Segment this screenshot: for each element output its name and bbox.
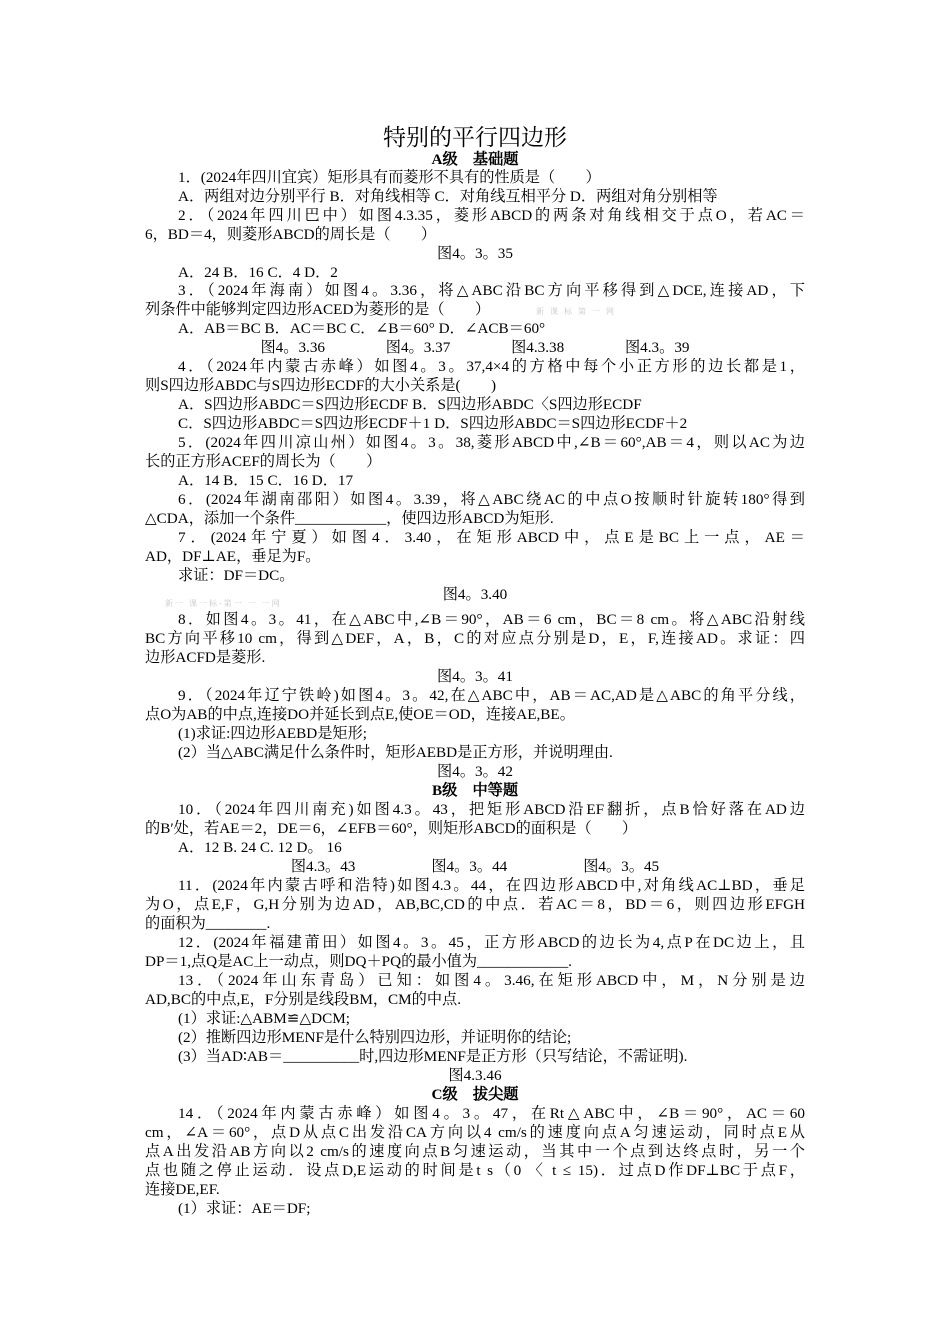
figure-caption: 图4。3。35 (437, 245, 513, 262)
figure-caption: 图4。3。42 (437, 763, 513, 780)
figure-caption: 图4.3。43 图4。3。44 图4。3。45 (290, 858, 660, 875)
text-line: (2）推断四边形MENF是什么特别四边形，并证明你的结论; (178, 1029, 572, 1046)
text-line: 3．（2024年海南）如图4。3.36，将△ABC沿BC方向平移得到△DCE,连接AD，下 (178, 282, 805, 299)
text-line: cm，∠A＝60°，点D从点C出发沿CA方向以4 cm/s的速度向点A匀速运动，同时点E从 (145, 1124, 805, 1141)
text-line: 11．(2024年内蒙古呼和浩特)如图4.3。44，在四边形ABCD中,对角线AC⊥BD，垂足 (178, 877, 805, 894)
text-line: 则S四边形ABDC与S四边形ECDF的大小关系是( ) (145, 377, 497, 394)
text-line: A．14 B．15 C．16 D．17 (178, 472, 354, 489)
text-line: 14．（2024年内蒙古赤峰）如图4。3。47，在Rt△ABC中，∠B＝90°，AC＝60 (178, 1105, 805, 1122)
text-line: 12．(2024年福建莆田）如图4。3。45，正方形ABCD的边长为4,点P在DC边上，且 (178, 934, 805, 951)
text-line: AD，DF⊥AE，垂足为F。 (145, 548, 321, 565)
text-line: BC方向平移10 cm，得到△DEF，A，B，C的对应点分别是D，E，F,连接AD。求证：四 (145, 630, 805, 647)
text-line: A．两组对边分别平行 B．对角线相等 C．对角线互相平分 D．两组对角分别相等 (178, 188, 718, 205)
text-line: 点也随之停止运动．设点D,E运动的时间是t s（0 〈 t ≤ 15)．过点D作DF⊥BC于点F， (145, 1162, 805, 1179)
figure-caption: 图4。3.36 图4。3.37 图4.3.38 图4.3。39 (260, 339, 690, 356)
text-line: A．AB＝BC B．AC＝BC C．∠B＝60° D．∠ACB＝60° (178, 320, 546, 337)
text-line: (1)求证:四边形AEBD是矩形; (178, 725, 367, 742)
text-line: 为O，点E,F，G,H分别为边AD，AB,BC,CD的中点．若AC＝8，BD＝6，则四边形EFGH (145, 896, 805, 913)
text-line: C．S四边形ABDC＝S四边形ECDF＋1 D．S四边形ABDC＝S四边形ECDF＋2 (178, 415, 688, 432)
text-line: 的面积为________. (145, 915, 271, 932)
text-line: 的B′处，若AE＝2，DE＝6，∠EFB＝60°，则矩形ABCD的面积是（ ） (145, 820, 638, 837)
text-line: 4．（2024年内蒙古赤峰）如图4。3。37,4×4的方格中每个小正方形的边长都是1， (178, 358, 805, 375)
text-line: A．S四边形ABDC＝S四边形ECDF B．S四边形ABDC〈S四边形ECDF (178, 396, 642, 413)
text-line: 5．(2024年四川凉山州）如图4。3。38,菱形ABCD中,∠B＝60°,AB＝4，则以AC为边 (178, 434, 805, 451)
text-line: 1．(2024年四川宜宾）矩形具有而菱形不具有的性质是（ ） (178, 169, 601, 186)
text-line: 9．（2024年辽宁铁岭)如图4。3。42,在△ABC中，AB＝AC,AD是△ABC的角平分线， (178, 687, 805, 704)
text-line: 7．(2024年宁夏）如图4．3.40，在矩形ABCD中，点E是BC上一点，AE＝ (178, 529, 805, 546)
text-line: (2）当△ABC满足什么条件时，矩形AEBD是正方形，并说明理由. (178, 744, 613, 761)
text-line: 10．（2024年四川南充)如图4.3。43，把矩形ABCD沿EF翻折，点B恰好落在AD边 (178, 801, 805, 818)
text-line: (1）求证:△ABM≌△DCM; (178, 1010, 350, 1027)
text-line: 2．（2024年四川巴中）如图4.3.35，菱形ABCD的两条对角线相交于点O，若AC＝ (178, 207, 805, 224)
figure-caption: 图4。3。41 (437, 668, 513, 685)
section-heading: A级 基础题 (431, 151, 519, 168)
watermark-text: 新 课 标 第 一 网 (536, 307, 616, 316)
text-line: 长的正方形ACEF的周长为（ ） (145, 453, 382, 470)
text-line: (3）当AD∶AB＝__________时,四边形MENF是正方形（只写结论，不需证明). (178, 1048, 688, 1065)
text-line: △CDA，添加一个条件____________，使四边形ABCD为矩形. (145, 510, 554, 527)
text-line: 13．（2024年山东青岛）已知：如图4。3.46,在矩形ABCD中，M，N分别是边 (178, 972, 805, 989)
section-heading: C级 拔尖题 (431, 1086, 519, 1103)
figure-caption: 图4.3.46 (448, 1067, 502, 1084)
text-line: 点A出发沿AB方向以2 cm/s的速度向点B匀速运动，当其中一个点到达终点时，另一个 (145, 1143, 805, 1160)
text-line: A．24 B．16 C．4 D．2 (178, 264, 338, 281)
text-line: 求证：DF＝DC。 (178, 567, 295, 584)
watermark-text: 新一 课一标-第一 一 一网 (165, 599, 282, 608)
text-line: 边形ACFD是菱形. (145, 649, 266, 666)
text-line: A．12 B. 24 C. 12 D。 16 (178, 839, 342, 856)
figure-caption: 图4。3.40 (442, 586, 508, 603)
text-line: 8．如图4。3。41，在△ABC中,∠B＝90°，AB＝6 cm，BC＝8 cm。将△ABC沿射线 (178, 611, 805, 628)
text-line: 列条件中能够判定四边形ACED为菱形的是（ ） (145, 301, 491, 318)
text-line: (1）求证：AE＝DF; (178, 1200, 311, 1217)
text-line: 点O为AB的中点,连接DO并延长到点E,使OE＝OD，连接AE,BE。 (145, 706, 575, 723)
text-line: 6，BD＝4，则菱形ABCD的周长是（ ） (145, 226, 437, 243)
text-line: 6．(2024年湖南邵阳）如图4。3.39，将△ABC绕AC的中点O按顺时针旋转180°得到 (178, 491, 805, 508)
section-heading: B级 中等题 (431, 782, 519, 799)
text-line: 连接DE,EF. (145, 1181, 220, 1198)
text-line: DP＝1,点Q是AC上一动点，则DQ＋PQ的最小值为____________. (145, 953, 572, 970)
text-line: AD,BC的中点,E，F分别是线段BM，CM的中点. (145, 991, 462, 1008)
page-title: 特别的平行四边形 (383, 125, 567, 151)
